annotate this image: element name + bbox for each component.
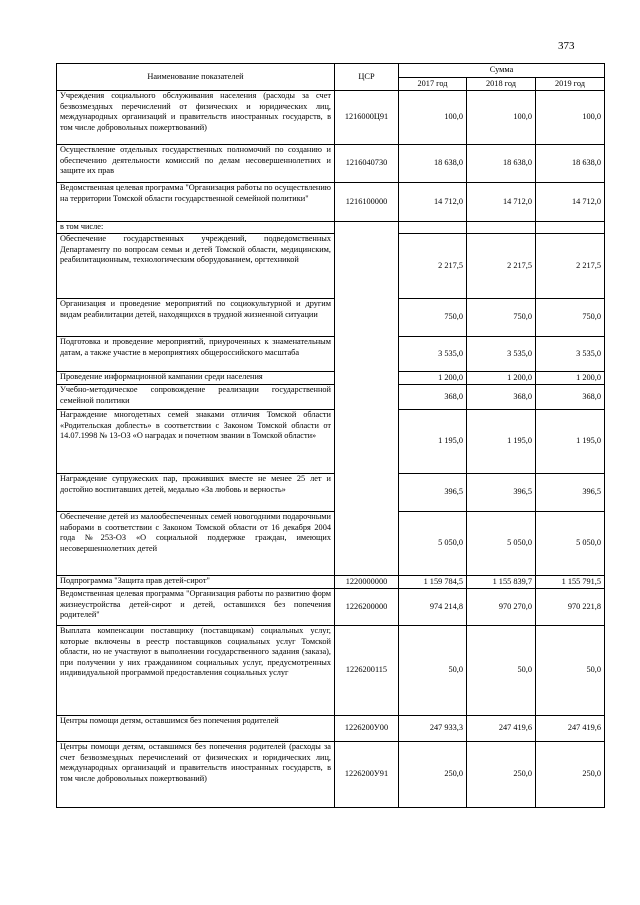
row-value-2017: 750,0 bbox=[399, 299, 467, 337]
table-row bbox=[57, 385, 605, 410]
row-value-2019: 1 200,0 bbox=[536, 372, 605, 385]
row-code bbox=[335, 410, 399, 474]
row-value-2017 bbox=[399, 222, 467, 234]
row-value-2019: 50,0 bbox=[536, 626, 605, 716]
row-value-2018: 2 217,5 bbox=[467, 234, 536, 299]
row-code: 1216040730 bbox=[335, 145, 399, 183]
row-name: Обеспечение государственных учреждений, подведомственных Департаменту по вопросам семьи и детей Томской области, медицинским, реабилитационным, технологическим оборудованием, оргтехникой bbox=[57, 234, 335, 299]
table-row bbox=[57, 337, 605, 372]
row-code bbox=[335, 234, 399, 299]
row-value-2017: 396,5 bbox=[399, 474, 467, 512]
header-year-2017: 2017 год bbox=[399, 78, 467, 91]
page-number: 373 bbox=[558, 40, 575, 52]
header-sum: Сумма bbox=[399, 64, 605, 78]
table-row bbox=[57, 576, 605, 589]
row-value-2019: 750,0 bbox=[536, 299, 605, 337]
row-value-2017: 2 217,5 bbox=[399, 234, 467, 299]
row-value-2017: 1 195,0 bbox=[399, 410, 467, 474]
table-row bbox=[57, 234, 605, 299]
row-value-2018: 50,0 bbox=[467, 626, 536, 716]
row-value-2018: 1 200,0 bbox=[467, 372, 536, 385]
table-header bbox=[57, 64, 605, 91]
row-name: Награждение супружеских пар, проживших вместе не менее 25 лет и достойно воспитавших детей, медалью «За любовь и верность» bbox=[57, 474, 335, 512]
row-value-2019: 368,0 bbox=[536, 385, 605, 410]
row-value-2018: 970 270,0 bbox=[467, 589, 536, 626]
row-value-2018: 14 712,0 bbox=[467, 183, 536, 222]
row-value-2018: 1 195,0 bbox=[467, 410, 536, 474]
row-name: в том числе: bbox=[57, 222, 335, 234]
row-code bbox=[335, 385, 399, 410]
row-name: Награждение многодетных семей знаками отличия Томской области «Родительская доблесть» в соответствии с Законом Томской области от 14.07.1998 № 13-ОЗ «О наградах и почетном звании в Томской области» bbox=[57, 410, 335, 474]
header-code: ЦСР bbox=[335, 64, 399, 91]
row-value-2019: 5 050,0 bbox=[536, 512, 605, 576]
row-value-2017: 14 712,0 bbox=[399, 183, 467, 222]
row-value-2017: 18 638,0 bbox=[399, 145, 467, 183]
row-code: 1216100000 bbox=[335, 183, 399, 222]
row-value-2019: 970 221,8 bbox=[536, 589, 605, 626]
row-name: Организация и проведение мероприятий по социокультурной и другим видам реабилитации детей, находящихся в трудной жизненной ситуации bbox=[57, 299, 335, 337]
budget-table bbox=[56, 63, 605, 808]
row-code bbox=[335, 337, 399, 372]
row-value-2017: 5 050,0 bbox=[399, 512, 467, 576]
row-code: 1220000000 bbox=[335, 576, 399, 589]
row-name: Центры помощи детям, оставшимся без попечения родителей bbox=[57, 716, 335, 742]
row-value-2017: 1 159 784,5 bbox=[399, 576, 467, 589]
table-row bbox=[57, 222, 605, 234]
row-value-2018: 250,0 bbox=[467, 742, 536, 808]
table-row bbox=[57, 474, 605, 512]
row-name: Учреждения социального обслуживания населения (расходы за счет безвозмездных перечислений от физических и юридических лиц, международных организаций и правительств иностранных государств, в том числе добровольных пожертвований) bbox=[57, 91, 335, 145]
row-value-2019: 1 195,0 bbox=[536, 410, 605, 474]
row-code bbox=[335, 512, 399, 576]
row-value-2017: 250,0 bbox=[399, 742, 467, 808]
row-code: 1216000Ц91 bbox=[335, 91, 399, 145]
row-value-2019 bbox=[536, 222, 605, 234]
row-name: Проведение информационной кампании среди населения bbox=[57, 372, 335, 385]
row-value-2018: 5 050,0 bbox=[467, 512, 536, 576]
row-value-2017: 974 214,8 bbox=[399, 589, 467, 626]
row-code bbox=[335, 299, 399, 337]
row-value-2019: 100,0 bbox=[536, 91, 605, 145]
row-value-2018: 3 535,0 bbox=[467, 337, 536, 372]
row-value-2017: 247 933,3 bbox=[399, 716, 467, 742]
row-name: Выплата компенсации поставщику (поставщикам) социальных услуг, которые включены в реестр поставщиков социальных услуг Томской области, но не участвуют в выполнении государственного задания (заказа), при получении у них гражданином социальных услуг, предусмотренных индивидуальной программой предоставления социальных услуг bbox=[57, 626, 335, 716]
row-code: 1226200У91 bbox=[335, 742, 399, 808]
row-code: 1226200У00 bbox=[335, 716, 399, 742]
table-row bbox=[57, 742, 605, 808]
table-row bbox=[57, 91, 605, 145]
row-name: Осуществление отдельных государственных полномочий по созданию и обеспечению деятельности комиссий по делам несовершеннолетних и защите их прав bbox=[57, 145, 335, 183]
row-code: 1226200000 bbox=[335, 589, 399, 626]
table-row bbox=[57, 589, 605, 626]
row-value-2019: 250,0 bbox=[536, 742, 605, 808]
row-value-2017: 50,0 bbox=[399, 626, 467, 716]
row-value-2019: 247 419,6 bbox=[536, 716, 605, 742]
row-value-2018 bbox=[467, 222, 536, 234]
header-name: Наименование показателей bbox=[57, 64, 335, 91]
row-value-2018: 1 155 839,7 bbox=[467, 576, 536, 589]
row-code bbox=[335, 222, 399, 234]
table-row bbox=[57, 626, 605, 716]
row-code bbox=[335, 474, 399, 512]
table-row bbox=[57, 299, 605, 337]
row-value-2017: 368,0 bbox=[399, 385, 467, 410]
table-row bbox=[57, 410, 605, 474]
row-value-2019: 396,5 bbox=[536, 474, 605, 512]
header-year-2018: 2018 год bbox=[467, 78, 536, 91]
row-name: Учебно-методическое сопровождение реализации государственной семейной политики bbox=[57, 385, 335, 410]
row-name: Подготовка и проведение мероприятий, приуроченных к знаменательным датам, а также участие в мероприятиях общероссийского масштаба bbox=[57, 337, 335, 372]
row-value-2019: 1 155 791,5 bbox=[536, 576, 605, 589]
table-row bbox=[57, 372, 605, 385]
header-year-2019: 2019 год bbox=[536, 78, 605, 91]
row-name: Центры помощи детям, оставшимся без попечения родителей (расходы за счет безвозмездных перечислений от физических и юридических лиц, международных организаций и правительств иностранных государств, в том числе добровольных пожертвований) bbox=[57, 742, 335, 808]
row-value-2018: 18 638,0 bbox=[467, 145, 536, 183]
row-value-2017: 1 200,0 bbox=[399, 372, 467, 385]
row-value-2019: 2 217,5 bbox=[536, 234, 605, 299]
row-value-2017: 3 535,0 bbox=[399, 337, 467, 372]
row-value-2018: 396,5 bbox=[467, 474, 536, 512]
row-value-2018: 247 419,6 bbox=[467, 716, 536, 742]
row-value-2017: 100,0 bbox=[399, 91, 467, 145]
row-name: Ведомственная целевая программа "Организация работы по развитию форм жизнеустройства детей-сирот и детей, оставшихся без попечения родителей" bbox=[57, 589, 335, 626]
row-value-2018: 100,0 bbox=[467, 91, 536, 145]
row-value-2019: 18 638,0 bbox=[536, 145, 605, 183]
row-code: 1226200115 bbox=[335, 626, 399, 716]
row-value-2018: 750,0 bbox=[467, 299, 536, 337]
table-row bbox=[57, 145, 605, 183]
row-code bbox=[335, 372, 399, 385]
row-name: Обеспечение детей из малообеспеченных семей новогодними подарочными наборами в соответствии с Законом Томской области от 16 декабря 2004 года №253-ОЗ «О социальной поддержке граждан, имеющих несовершеннолетних детей bbox=[57, 512, 335, 576]
table-row bbox=[57, 512, 605, 576]
row-name: Ведомственная целевая программа "Организация работы по осуществлению на территории Томской области государственной семейной политики" bbox=[57, 183, 335, 222]
table-row bbox=[57, 183, 605, 222]
table-row bbox=[57, 716, 605, 742]
row-value-2019: 3 535,0 bbox=[536, 337, 605, 372]
row-value-2018: 368,0 bbox=[467, 385, 536, 410]
row-value-2019: 14 712,0 bbox=[536, 183, 605, 222]
row-name: Подпрограмма "Защита прав детей-сирот" bbox=[57, 576, 335, 589]
